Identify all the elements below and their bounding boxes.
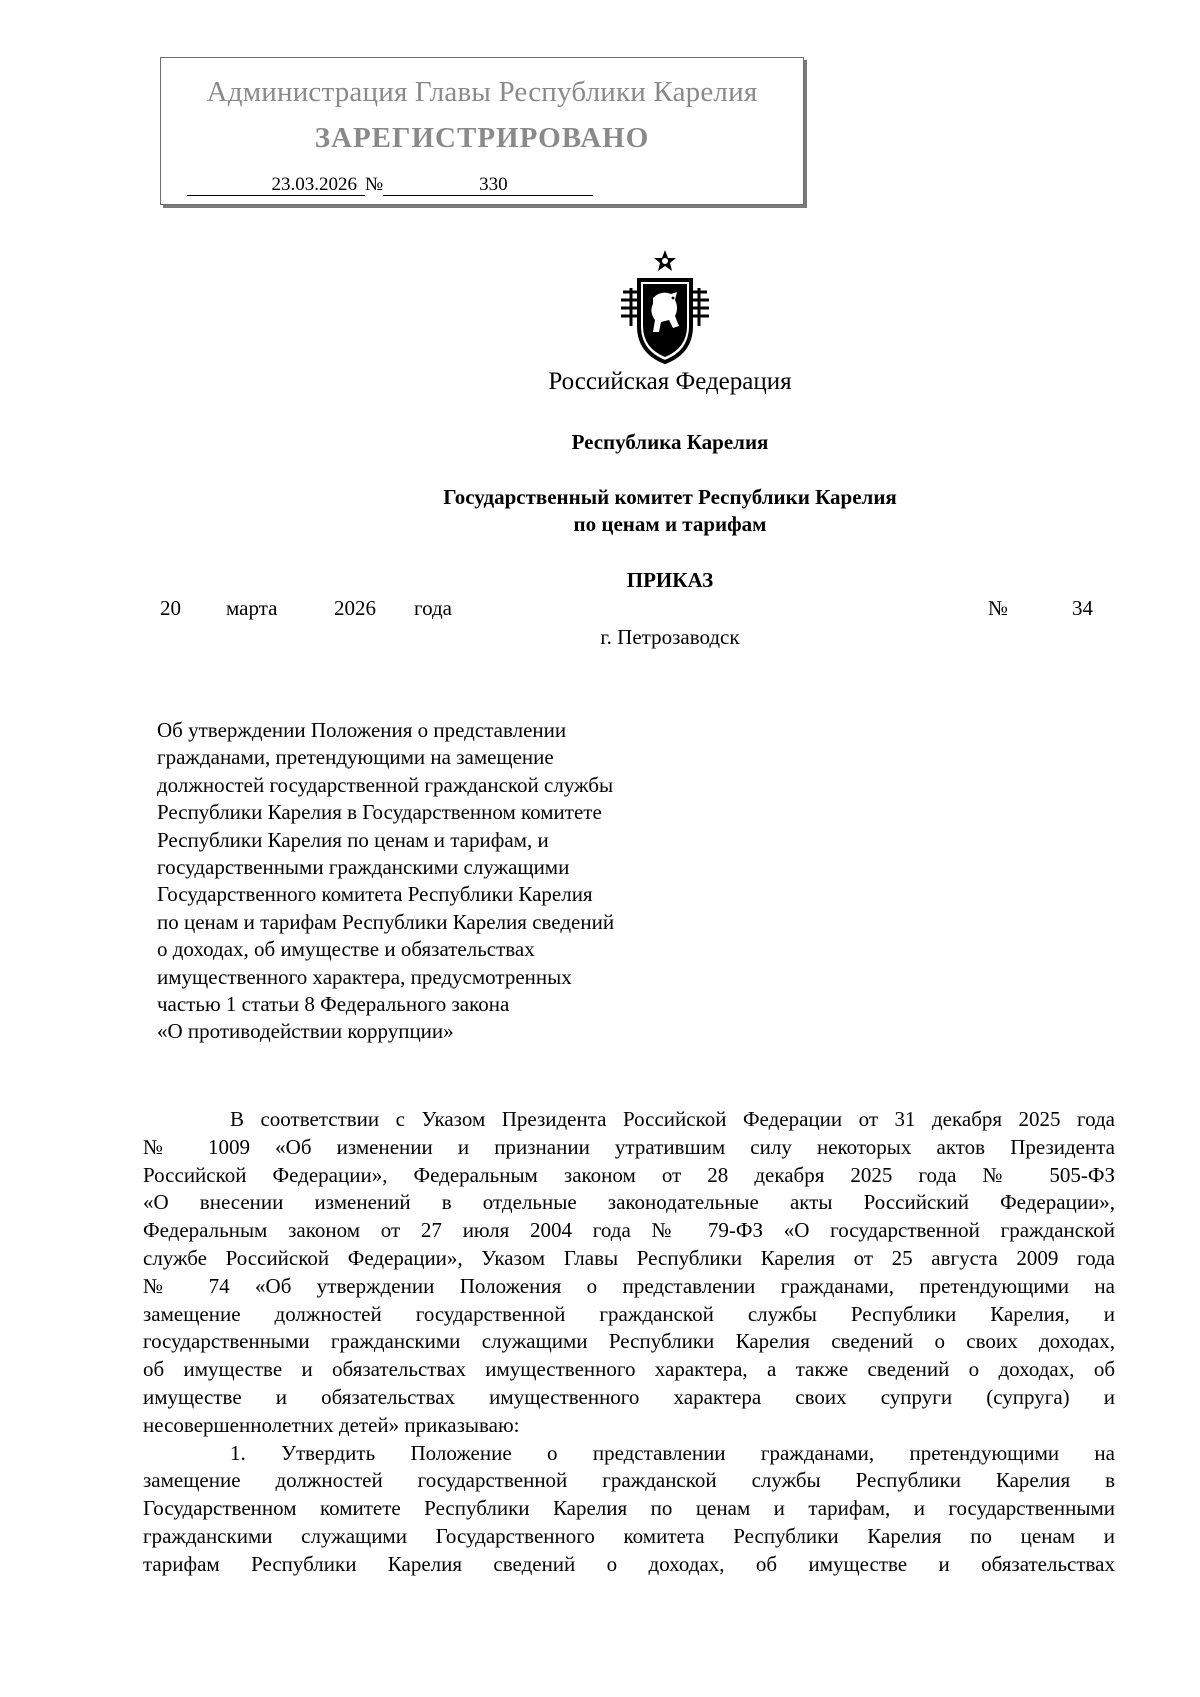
title-line: государственными гражданскими служащими <box>157 854 570 879</box>
item-1-line: Государственном комитете Республики Карелия по ценам и тарифам, и государственными <box>143 1496 1115 1521</box>
preamble-line: № 1009 «Об изменении и признании утратившим силу некоторых актов Президента <box>143 1134 1115 1159</box>
preamble-line: № 74 «Об утверждении Положения о представлении гражданами, претендующими на <box>143 1273 1115 1298</box>
item-1-line: тарифам Республики Карелия сведений о доходах, об имуществе и обязательствах <box>143 1551 1115 1576</box>
order-day: 20 <box>160 596 181 620</box>
order-year-word: года <box>414 596 452 620</box>
document-type: ПРИКАЗ <box>626 568 714 592</box>
preamble-line: замещение должностей государственной гражданской службы Республики Карелия, и <box>143 1301 1115 1326</box>
order-month: марта <box>226 596 278 620</box>
item-1-line: замещение должностей государственной гражданской службы Республики Карелия в <box>143 1468 1115 1493</box>
preamble-line: государственными гражданскими служащими Республики Карелия сведений о своих доходах, <box>143 1329 1115 1354</box>
preamble-line: В соответствии с Указом Президента Российской Федерации от 31 декабря 2025 года <box>230 1107 1115 1131</box>
header-committee-line-2: по ценам и тарифам <box>573 512 767 536</box>
header-committee-line-1: Государственный комитет Республики Карелия <box>443 485 897 509</box>
title-line: Государственного комитета Республики Карелия <box>157 882 593 907</box>
title-line: Республики Карелия в Государственном комитете <box>157 800 602 825</box>
preamble-line: имуществе и обязательствах имущественного характера своих супруги (супруга) и <box>143 1384 1115 1409</box>
preamble-line: Российской Федерации», Федеральным законом от 28 декабря 2025 года № 505-ФЗ <box>143 1162 1115 1187</box>
title-line: «О противодействии коррупции» <box>157 1019 454 1044</box>
title-line: должностей государственной гражданской службы <box>157 772 614 797</box>
city: г. Петрозаводск <box>600 625 740 649</box>
stamp-number: 330 <box>383 175 593 196</box>
title-line: Об утверждении Положения о представлении <box>157 718 567 742</box>
preamble-line: Федеральным законом от 27 июля 2004 года № 79-ФЗ «О государственной гражданской <box>143 1218 1115 1243</box>
title-line: гражданами, претендующими на замещение <box>157 745 554 770</box>
stamp-registration-line <box>187 174 593 196</box>
title-line: по ценам и тарифам Республики Карелия сведений <box>157 909 615 934</box>
order-number: 34 <box>1072 596 1093 620</box>
header-federation: Российская Федерация <box>548 368 792 395</box>
header-republic: Республика Карелия <box>571 430 769 454</box>
preamble-line: несовершеннолетних детей» приказываю: <box>143 1412 520 1437</box>
order-body <box>143 1106 1115 1579</box>
item-1-line: 1. Утвердить Положение о представлении гражданами, претендующими на <box>230 1440 1115 1465</box>
karelia-coat-of-arms-icon <box>617 248 713 366</box>
title-line: частью 1 статьи 8 Федерального закона <box>157 991 510 1016</box>
stamp-authority: Администрация Главы Республики Карелия <box>206 76 758 108</box>
registration-stamp <box>160 57 804 205</box>
stamp-status: ЗАРЕГИСТРИРОВАНО <box>314 122 650 154</box>
preamble-line: службе Российской Федерации», Указом Главы Республики Карелия от 25 августа 2009 года <box>143 1245 1115 1270</box>
order-title <box>157 717 614 1046</box>
title-line: имущественного характера, предусмотренных <box>157 964 572 989</box>
item-1-line: гражданскими служащими Государственного комитета Республики Карелия по ценам и <box>143 1523 1115 1548</box>
stamp-date: 23.03.2026 <box>187 175 365 196</box>
title-line: Республики Карелия по ценам и тарифам, и <box>157 827 549 852</box>
order-year: 2026 <box>334 596 376 620</box>
preamble-line: об имуществе и обязательствах имущественного характера, а также сведений о доходах, об <box>143 1357 1115 1382</box>
preamble-line: «О внесении изменений в отдельные законодательные акты Российский Федерации», <box>143 1190 1115 1215</box>
order-number-label: № <box>988 596 1009 620</box>
stamp-number-label: № <box>365 174 384 195</box>
title-line: о доходах, об имуществе и обязательствах <box>157 937 535 962</box>
